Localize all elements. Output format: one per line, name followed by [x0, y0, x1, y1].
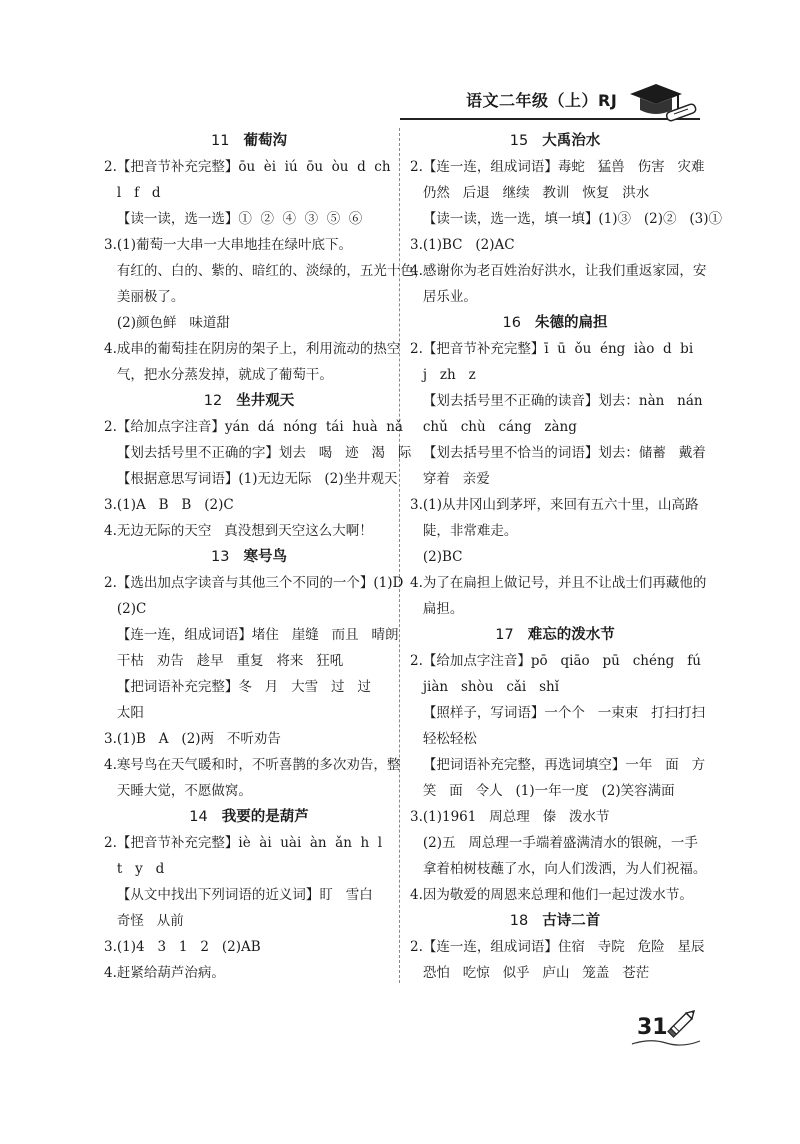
section-name: 朱德的扁担 — [534, 315, 608, 331]
section-number: 17 — [495, 627, 514, 643]
answer-line: 4.无边无际的天空 真没想到天空这么大啊！ — [104, 523, 373, 539]
answer-line: 2.【给加点字注音】pō qiāo pū chéng fú — [410, 653, 701, 669]
decorative-swoosh — [630, 1036, 702, 1048]
answer-line: 3.(1)葡萄一大串一大串地挂在绿叶底下。 — [104, 237, 353, 253]
column-divider — [399, 128, 400, 983]
answer-line: chǔ chù cáng zàng — [410, 419, 577, 435]
section-title — [104, 128, 394, 154]
answer-line: 3.(1)BC (2)AC — [410, 237, 515, 253]
section-title — [410, 128, 700, 154]
section-number: 15 — [509, 133, 529, 149]
answer-line: 【划去括号里不恰当的词语】划去：储蓄 戴着 — [410, 445, 706, 461]
answer-line: 3.(1)1961 周总理 傣 泼水节 — [410, 809, 610, 825]
answer-line: 恐怕 吃惊 似乎 庐山 笼盖 苍茫 — [410, 965, 650, 981]
answer-line: j zh z — [410, 367, 476, 383]
section-number: 11 — [211, 133, 230, 149]
answer-line: 【照样子，写词语】一个个 一束束 打扫打扫 — [410, 705, 706, 721]
answer-line: 轻松轻松 — [410, 731, 477, 747]
answer-line: (2)C — [104, 601, 147, 617]
answer-line: 穿着 亲爱 — [410, 471, 490, 487]
answer-line: 【连一连，组成词语】堵住 崖缝 而且 晴朗 — [104, 627, 399, 643]
answer-line: 4.为了在扁担上做记号，并且不让战士们再藏他的 — [410, 575, 707, 591]
section-number: 16 — [502, 315, 521, 331]
section-number: 12 — [203, 393, 223, 409]
answer-line: 2.【连一连，组成词语】住宿 寺院 危险 星辰 — [410, 939, 705, 955]
answer-line: 仍然 后退 继续 教训 恢复 洪水 — [410, 185, 650, 201]
answer-line: 天睡大觉，不愿做窝。 — [104, 783, 252, 799]
answer-line: 3.(1)4 3 1 2 (2)AB — [104, 939, 261, 955]
graduation-cap-icon — [626, 78, 698, 124]
answer-line: 【划去括号里不正确的读音】划去：nàn nán — [410, 393, 703, 409]
answer-line: 笑 面 令人 (1)一年一度 (2)笑容满面 — [410, 783, 675, 799]
section-title — [104, 544, 394, 570]
answer-line: 2.【连一连，组成词语】毒蛇 猛兽 伤害 灾难 — [410, 159, 705, 175]
answer-line: 4.感谢你为老百姓治好洪水，让我们重返家园，安 — [410, 263, 707, 279]
section-name: 大禹治水 — [542, 133, 601, 149]
section-name: 寒号鸟 — [243, 549, 287, 565]
answer-line: (2)BC — [410, 549, 463, 565]
answer-line: 奇怪 从前 — [104, 913, 184, 929]
answer-line: 2.【把音节补充完整】ī ū ǒu éng iào d bi — [410, 341, 694, 357]
answer-line: 气，把水分蒸发掉，就成了葡萄干。 — [104, 367, 333, 383]
section-number: 18 — [509, 913, 529, 929]
answer-line: 【读一读，选一选，填一填】(1)③ (2)② (3)① — [410, 211, 722, 227]
section-title — [410, 908, 700, 934]
answer-line: 美丽极了。 — [104, 289, 185, 305]
section-title — [410, 622, 700, 648]
answer-line: 2.【给加点字注音】yán dá nóng tái huà nǎ — [104, 419, 403, 435]
header-title: 语文二年级（上）RJ — [466, 91, 618, 110]
answer-line: 4.成串的葡萄挂在阴房的架子上，利用流动的热空 — [104, 341, 401, 357]
answer-line: 【划去括号里不正确的字】划去 喝 迹 渴 际 — [104, 445, 412, 461]
answer-line: 【读一读，选一选】① ② ④ ③ ⑤ ⑥ — [104, 211, 363, 227]
answer-line: 干枯 劝告 趁早 重复 将来 狂吼 — [104, 653, 344, 669]
answer-line: 3.(1)从井冈山到茅坪，来回有五六十里，山高路 — [410, 497, 699, 513]
page-number: 31 — [637, 1015, 668, 1040]
answer-line: 4.寒号鸟在天气暖和时，不听喜鹊的多次劝告，整 — [104, 757, 401, 773]
section-title — [104, 388, 394, 414]
answer-line: 3.(1)A B B (2)C — [104, 497, 234, 513]
answer-line: 扁担。 — [410, 601, 464, 617]
section-title — [104, 804, 394, 830]
answer-line: 2.【选出加点字读音与其他三个不同的一个】(1)D — [104, 575, 404, 591]
answer-line: 2.【把音节补充完整】ōu èi iú ōu òu d ch — [104, 159, 391, 175]
answer-line: 太阳 — [104, 705, 144, 721]
left-column — [104, 128, 428, 986]
answer-line: 陡，非常难走。 — [410, 523, 518, 539]
right-column — [410, 128, 722, 986]
answer-line: t y d — [104, 861, 165, 877]
section-title — [410, 310, 700, 336]
answer-line: l f d — [104, 185, 161, 201]
answer-line: 【把词语补充完整，再选词填空】一年 面 方 — [410, 757, 706, 773]
answer-line: 拿着柏树枝蘸了水，向人们泼洒，为人们祝福。 — [410, 861, 707, 877]
answer-line: 【把词语补充完整】冬 月 大雪 过 过 — [104, 679, 371, 695]
answer-line: 4.赶紧给葫芦治病。 — [104, 965, 225, 981]
section-name: 难忘的泼水节 — [527, 627, 615, 643]
answer-line: 4.因为敬爱的周恩来总理和他们一起过泼水节。 — [410, 887, 693, 903]
answer-line: 3.(1)B A (2)两 不听劝告 — [104, 731, 281, 747]
section-number: 13 — [211, 549, 230, 565]
section-name: 我要的是葫芦 — [221, 809, 309, 825]
section-name: 古诗二首 — [542, 913, 601, 929]
section-name: 坐井观天 — [236, 393, 295, 409]
answer-line: 有红的、白的、紫的、暗红的、淡绿的，五光十色， — [104, 263, 428, 279]
answer-line: 【根据意思写词语】(1)无边无际 (2)坐井观天 — [104, 471, 398, 487]
answer-line: 2.【把音节补充完整】iè ài uài àn ǎn h l — [104, 835, 383, 851]
answer-line: (2)颜色鲜 味道甜 — [104, 315, 230, 331]
pencil-icon — [664, 1006, 700, 1040]
answer-line: jiàn shòu cǎi shǐ — [410, 679, 560, 695]
answer-line: (2)五 周总理一手端着盛满清水的银碗，一手 — [410, 835, 698, 851]
section-name: 葡萄沟 — [243, 133, 287, 149]
answer-line: 居乐业。 — [410, 289, 477, 305]
answer-line: 【从文中找出下列词语的近义词】盯 雪白 — [104, 887, 373, 903]
section-number: 14 — [189, 809, 208, 825]
